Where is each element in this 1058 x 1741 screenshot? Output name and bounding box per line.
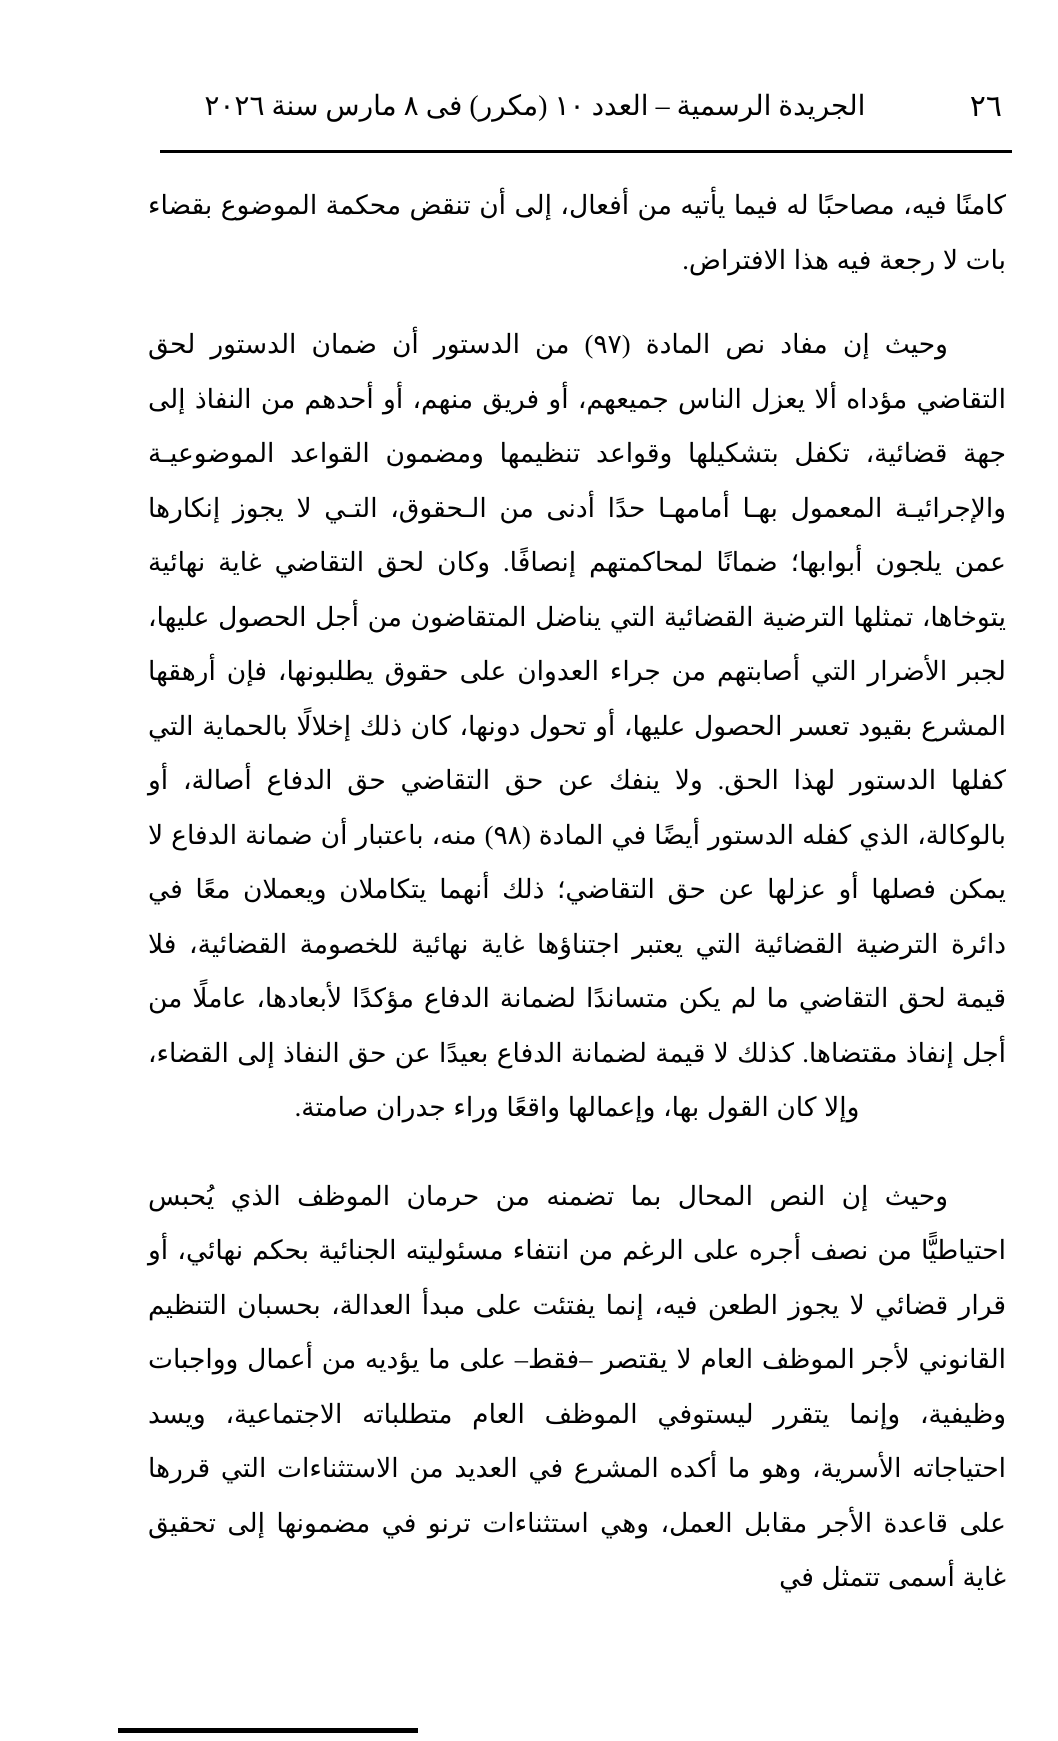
paragraph-spacer — [148, 287, 1006, 317]
paragraph-article-97: وحيث إن مفاد نص المادة (٩٧) من الدستور أن ضمان الدستور لحق التقاضي مؤداه ألا يعزل الناس جميعهم، أو فريق منهم، أو أحدهم من النفاذ إلى جهة قضائية، تكفل بتشكيلها وقواعد تنظيمها ومضمون القواعد الموضوعيـة والإجرائيـة المعمول بهـا أمامهـا حدًا أدنى من الـحقوق، التـي لا يجوز إنكارها عمن يلجون أبوابها؛ ضمانًا لمحاكمتهم إنصافًا. وكان لحق التقاضي غاية نهائية يتوخاها، تمثلها الترضية القضائية التي يناضل المتقاضون من أجل الحصول عليها، لجبر الأضرار التي أصابتهم من جراء العدوان على حقوق يطلبونها، فإن أرهقها المشرع بقيود تعسر الحصول عليها، أو تحول دونها، كان ذلك إخلالًا بالحماية التي كفلها الدستور لهذا الحق. ولا ينفك عن حق التقاضي حق الدفاع أصالة، أو بالوكالة، الذي كفله الدستور أيضًا في المادة (٩٨) منه، باعتبار أن ضمانة الدفاع لا يمكن فصلها أو عزلها عن حق التقاضي؛ ذلك أنهما يتكاملان ويعملان معًا في دائرة الترضية القضائية التي يعتبر اجتناؤها غاية نهائية للخصومة القضائية، فلا قيمة لحق التقاضي ما لم يكن متساندًا لضمانة الدفاع مؤكدًا لأبعادها، عاملًا من أجل إنفاذ مقتضاها. كذلك لا قيمة لضمانة الدفاع بعيدًا عن حق النفاذ إلى القضاء، وإلا كان القول بها، وإعمالها واقعًا وراء جدران صامتة. — [148, 329, 1006, 1122]
paragraph-referred-text: وحيث إن النص المحال بما تضمنه من حرمان الموظف الذي يُحبس احتياطيًّا من نصف أجره على الرغم من انتفاء مسئوليته الجنائية بحكم نهائي، أو قرار قضائي لا يجوز الطعن فيه، إنما يفتئت على مبدأ العدالة، بحسبان التنظيم القانوني لأجر الموظف العام لا يقتصر –فقط– على ما يؤديه من أعمال وواجبات وظيفية، وإنما يتقرر ليستوفي الموظف العام متطلباته الاجتماعية، ويسد احتياجاته الأسرية، وهو ما أكده المشرع في العديد من الاستثناءات التي قررها على قاعدة الأجر مقابل العمل، وهي استثناءات ترنو في مضمونها إلى تحقيق غاية أسمى تتمثل في — [148, 1180, 1006, 1592]
paragraph-spacer — [148, 1135, 1006, 1169]
document-body — [148, 178, 1006, 1605]
page-header — [48, 78, 1010, 136]
header-title: الجريدة الرسمية – العدد ١٠ (مكرر) فى ٨ مارس سنة ٢٠٢٦ — [204, 91, 866, 122]
paragraph-continuation: كامنًا فيه، مصاحبًا له فيما يأتيه من أفعال، إلى أن تنقض محكمة الموضوع بقضاء بات لا رجعة فيه هذا الافتراض. — [148, 190, 1006, 275]
footer-divider — [118, 1728, 418, 1733]
header-divider — [160, 150, 1012, 153]
page-number: ٢٦ — [969, 90, 1002, 123]
